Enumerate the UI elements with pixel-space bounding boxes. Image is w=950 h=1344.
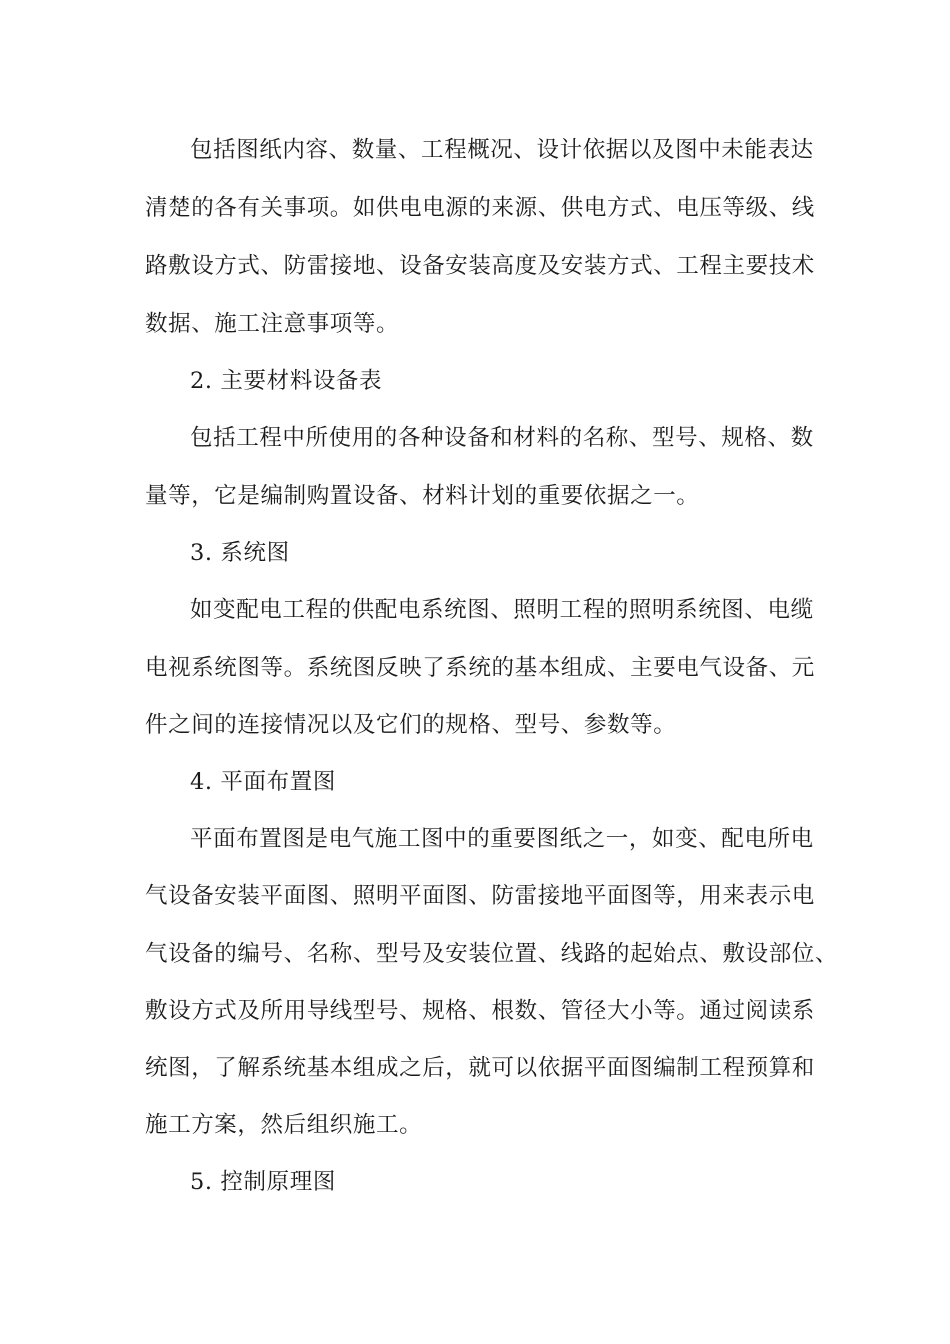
section-heading: 5. 控制原理图	[190, 1169, 336, 1195]
paragraph-line: 量等，它是编制购置设备、材料计划的重要依据之一。	[145, 483, 700, 509]
paragraph-line: 施工方案，然后组织施工。	[145, 1112, 423, 1138]
paragraph-line: 电视系统图等。系统图反映了系统的基本组成、主要电气设备、元	[145, 655, 815, 681]
section-heading: 2. 主要材料设备表	[190, 368, 383, 394]
paragraph-line: 统图，了解系统基本组成之后，就可以依据平面图编制工程预算和	[145, 1055, 815, 1081]
section-heading: 3. 系统图	[190, 540, 290, 566]
paragraph-line: 气设备的编号、名称、型号及安装位置、线路的起始点、敷设部位、	[145, 941, 839, 967]
paragraph-line: 路敷设方式、防雷接地、设备安装高度及安装方式、工程主要技术	[145, 253, 815, 279]
paragraph-line: 件之间的连接情况以及它们的规格、型号、参数等。	[145, 712, 677, 738]
paragraph-line: 如变配电工程的供配电系统图、照明工程的照明系统图、电缆	[190, 597, 814, 623]
paragraph-line: 敷设方式及所用导线型号、规格、根数、管径大小等。通过阅读系	[145, 998, 815, 1024]
paragraph-line: 清楚的各有关事项。如供电电源的来源、供电方式、电压等级、线	[145, 195, 815, 221]
section-heading: 4. 平面布置图	[190, 769, 336, 795]
paragraph-line: 数据、施工注意事项等。	[145, 311, 400, 337]
paragraph-line: 气设备安装平面图、照明平面图、防雷接地平面图等，用来表示电	[145, 883, 815, 909]
paragraph-line: 包括工程中所使用的各种设备和材料的名称、型号、规格、数	[190, 425, 814, 451]
paragraph-line: 包括图纸内容、数量、工程概况、设计依据以及图中未能表达	[190, 137, 814, 163]
paragraph-line: 平面布置图是电气施工图中的重要图纸之一，如变、配电所电	[190, 826, 814, 852]
